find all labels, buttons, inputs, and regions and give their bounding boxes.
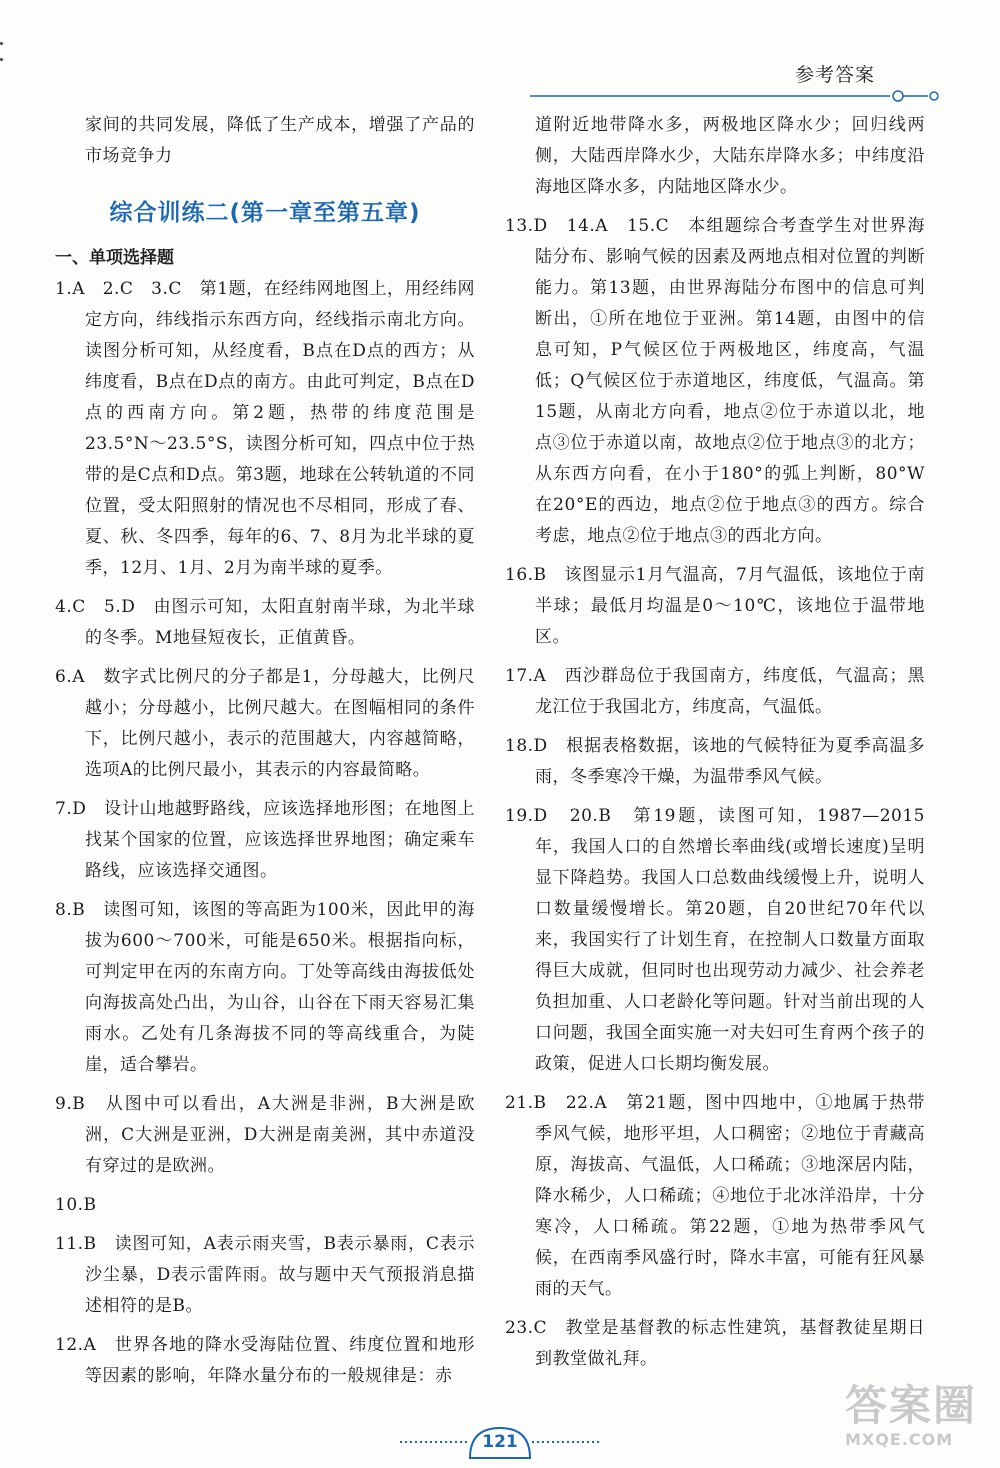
answer-item: 16.B 该图显示1月气温高，7月气温低，该地位于南半球；最低月均温是0～10℃，该地位于温带地区。 — [505, 565, 925, 647]
right-column — [505, 110, 925, 1383]
answer-item: 10.B — [55, 1195, 97, 1215]
answer-item: 19.D 20.B 第19题，读图可知，1987—2015年，我国人口的自然增长率曲线(或增长速度)呈明显下降趋势。我国人口总数曲线缓慢上升，说明人口数量缓慢增长。第20题，自20世纪70年代以来，我国实行了计划生育，在控制人口数量方面取得巨大成就，但同时也出现劳动力减少、社会养老负担加重、人口老龄化等问题。针对当前出现的人口问题，我国全面实施一对夫妇可生育两个孩子的政策，促进人口长期均衡发展。 — [505, 806, 925, 1074]
answer-item: 4.C 5.D 由图示可知，太阳直射南半球，为北半球的冬季。M地昼短夜长，正值黄昏。 — [55, 597, 475, 648]
continuation-text: 家间的共同发展，降低了生产成本，增强了产品的市场竞争力 — [85, 115, 475, 166]
margin-mark — [0, 42, 3, 45]
margin-mark — [0, 58, 3, 61]
answer-item: 13.D 14.A 15.C 本组题综合考查学生对世界海陆分布、影响气候的因素及两地点相对位置的判断能力。第13题，由世界海陆分布图中的信息可判断出，①所在地位于亚洲。第14题，由图中的信息可知，P气候区位于两极地区，纬度高，气温低；Q气候区位于赤道地区，纬度低，气温高。第15题，从南北方向看，地点②位于赤道以北，地点③位于赤道以南，故地点②位于地点③的北方；从东西方向看，在小于180°的弧上判断，80°W在20°E的西边，地点②位于地点③的西方。综合考虑，地点②位于地点③的西北方向。 — [505, 216, 925, 546]
watermark — [845, 1382, 995, 1462]
section-title: 综合训练二(第一章至第五章) — [109, 200, 421, 226]
header-rule — [530, 86, 950, 106]
answer-item: 21.B 22.A 第21题，图中四地中，①地属于热带季风气候，地形平坦，人口稠密；②地位于青藏高原，海拔高、气温低，人口稀疏；③地深居内陆，降水稀少，人口稀疏；④地位于北冰洋沿岸，十分寒冷，人口稀疏。第22题，①地为热带季风气候，在西南季风盛行时，降水丰富，可能有狂风暴雨的天气。 — [505, 1093, 925, 1299]
answer-item: 1.A 2.C 3.C 第1题，在经纬网地图上，用经纬网定方向，纬线指示东西方向，经线指示南北方向。读图分析可知，从经度看，B点在D点的西方；从纬度看，B点在D点的南方。由此可判定，B点在D点的西南方向。第2题，热带的纬度范围是23.5°N～23.5°S，读图分析可知，四点中位于热带的是C点和D点。第3题，地球在公转轨道的不同位置，受太阳照射的情况也不尽相同，形成了春、夏、秋、冬四季，每年的6、7、8月为北半球的夏季，12月、1月、2月为南半球的夏季。 — [55, 279, 475, 578]
answer-item: 17.A 西沙群岛位于我国南方，纬度低，气温高；黑龙江位于我国北方，纬度高，气温低。 — [505, 666, 925, 717]
watermark-url: MXQE.COM — [845, 1430, 954, 1449]
answer-item: 11.B 读图可知，A表示雨夹雪，B表示暴雨，C表示沙尘暴，D表示雷阵雨。故与题中天气预报消息描述相符的是B。 — [55, 1234, 475, 1316]
continuation-text: 道附近地带降水多，两极地区降水少；回归线两侧，大陆西岸降水少，大陆东岸降水多；中纬度沿海地区降水多，内陆地区降水少。 — [535, 115, 925, 197]
watermark-logo: 答案圈 — [845, 1381, 978, 1430]
answer-item: 12.A 世界各地的降水受海陆位置、纬度位置和地形等因素的影响，年降水量分布的一般规律是：赤 — [55, 1335, 475, 1386]
answer-item: 7.D 设计山地越野路线，应该选择地形图；在地图上找某个国家的位置，应该选择世界地图；确定乘车路线，应该选择交通图。 — [55, 799, 475, 881]
page-number-badge — [400, 1420, 600, 1464]
answer-item: 8.B 读图可知，该图的等高距为100米，因此甲的海拔为600～700米，可能是650米。根据指向标，可判定甲在丙的东南方向。丁处等高线由海拔低处向海拔高处凸出，为山谷，山谷在下雨天容易汇集雨水。乙处有几条海拔不同的等高线重合，为陡崖，适合攀岩。 — [55, 900, 475, 1075]
answer-item: 23.C 教堂是基督教的标志性建筑，基督教徒星期日到教堂做礼拜。 — [505, 1318, 925, 1369]
subsection-heading: 一、单项选择题 — [55, 248, 174, 268]
answer-item: 6.A 数字式比例尺的分子都是1，分母越大，比例尺越小；分母越小，比例尺越大。在图幅相同的条件下，比例尺越小，表示的范围越大，内容越简略，选项A的比例尺最小，其表示的内容最简略。 — [55, 667, 475, 780]
answer-item: 9.B 从图中可以看出，A大洲是非洲，B大洲是欧洲，C大洲是亚洲，D大洲是南美洲，其中赤道没有穿过的是欧洲。 — [55, 1094, 475, 1176]
left-column — [55, 110, 475, 1400]
page-number: 121 — [482, 1432, 518, 1452]
header-label: 参考答案 — [795, 64, 876, 86]
answer-item: 18.D 根据表格数据，该地的气候特征为夏季高温多雨，冬季寒冷干燥，为温带季风气候。 — [505, 736, 925, 787]
